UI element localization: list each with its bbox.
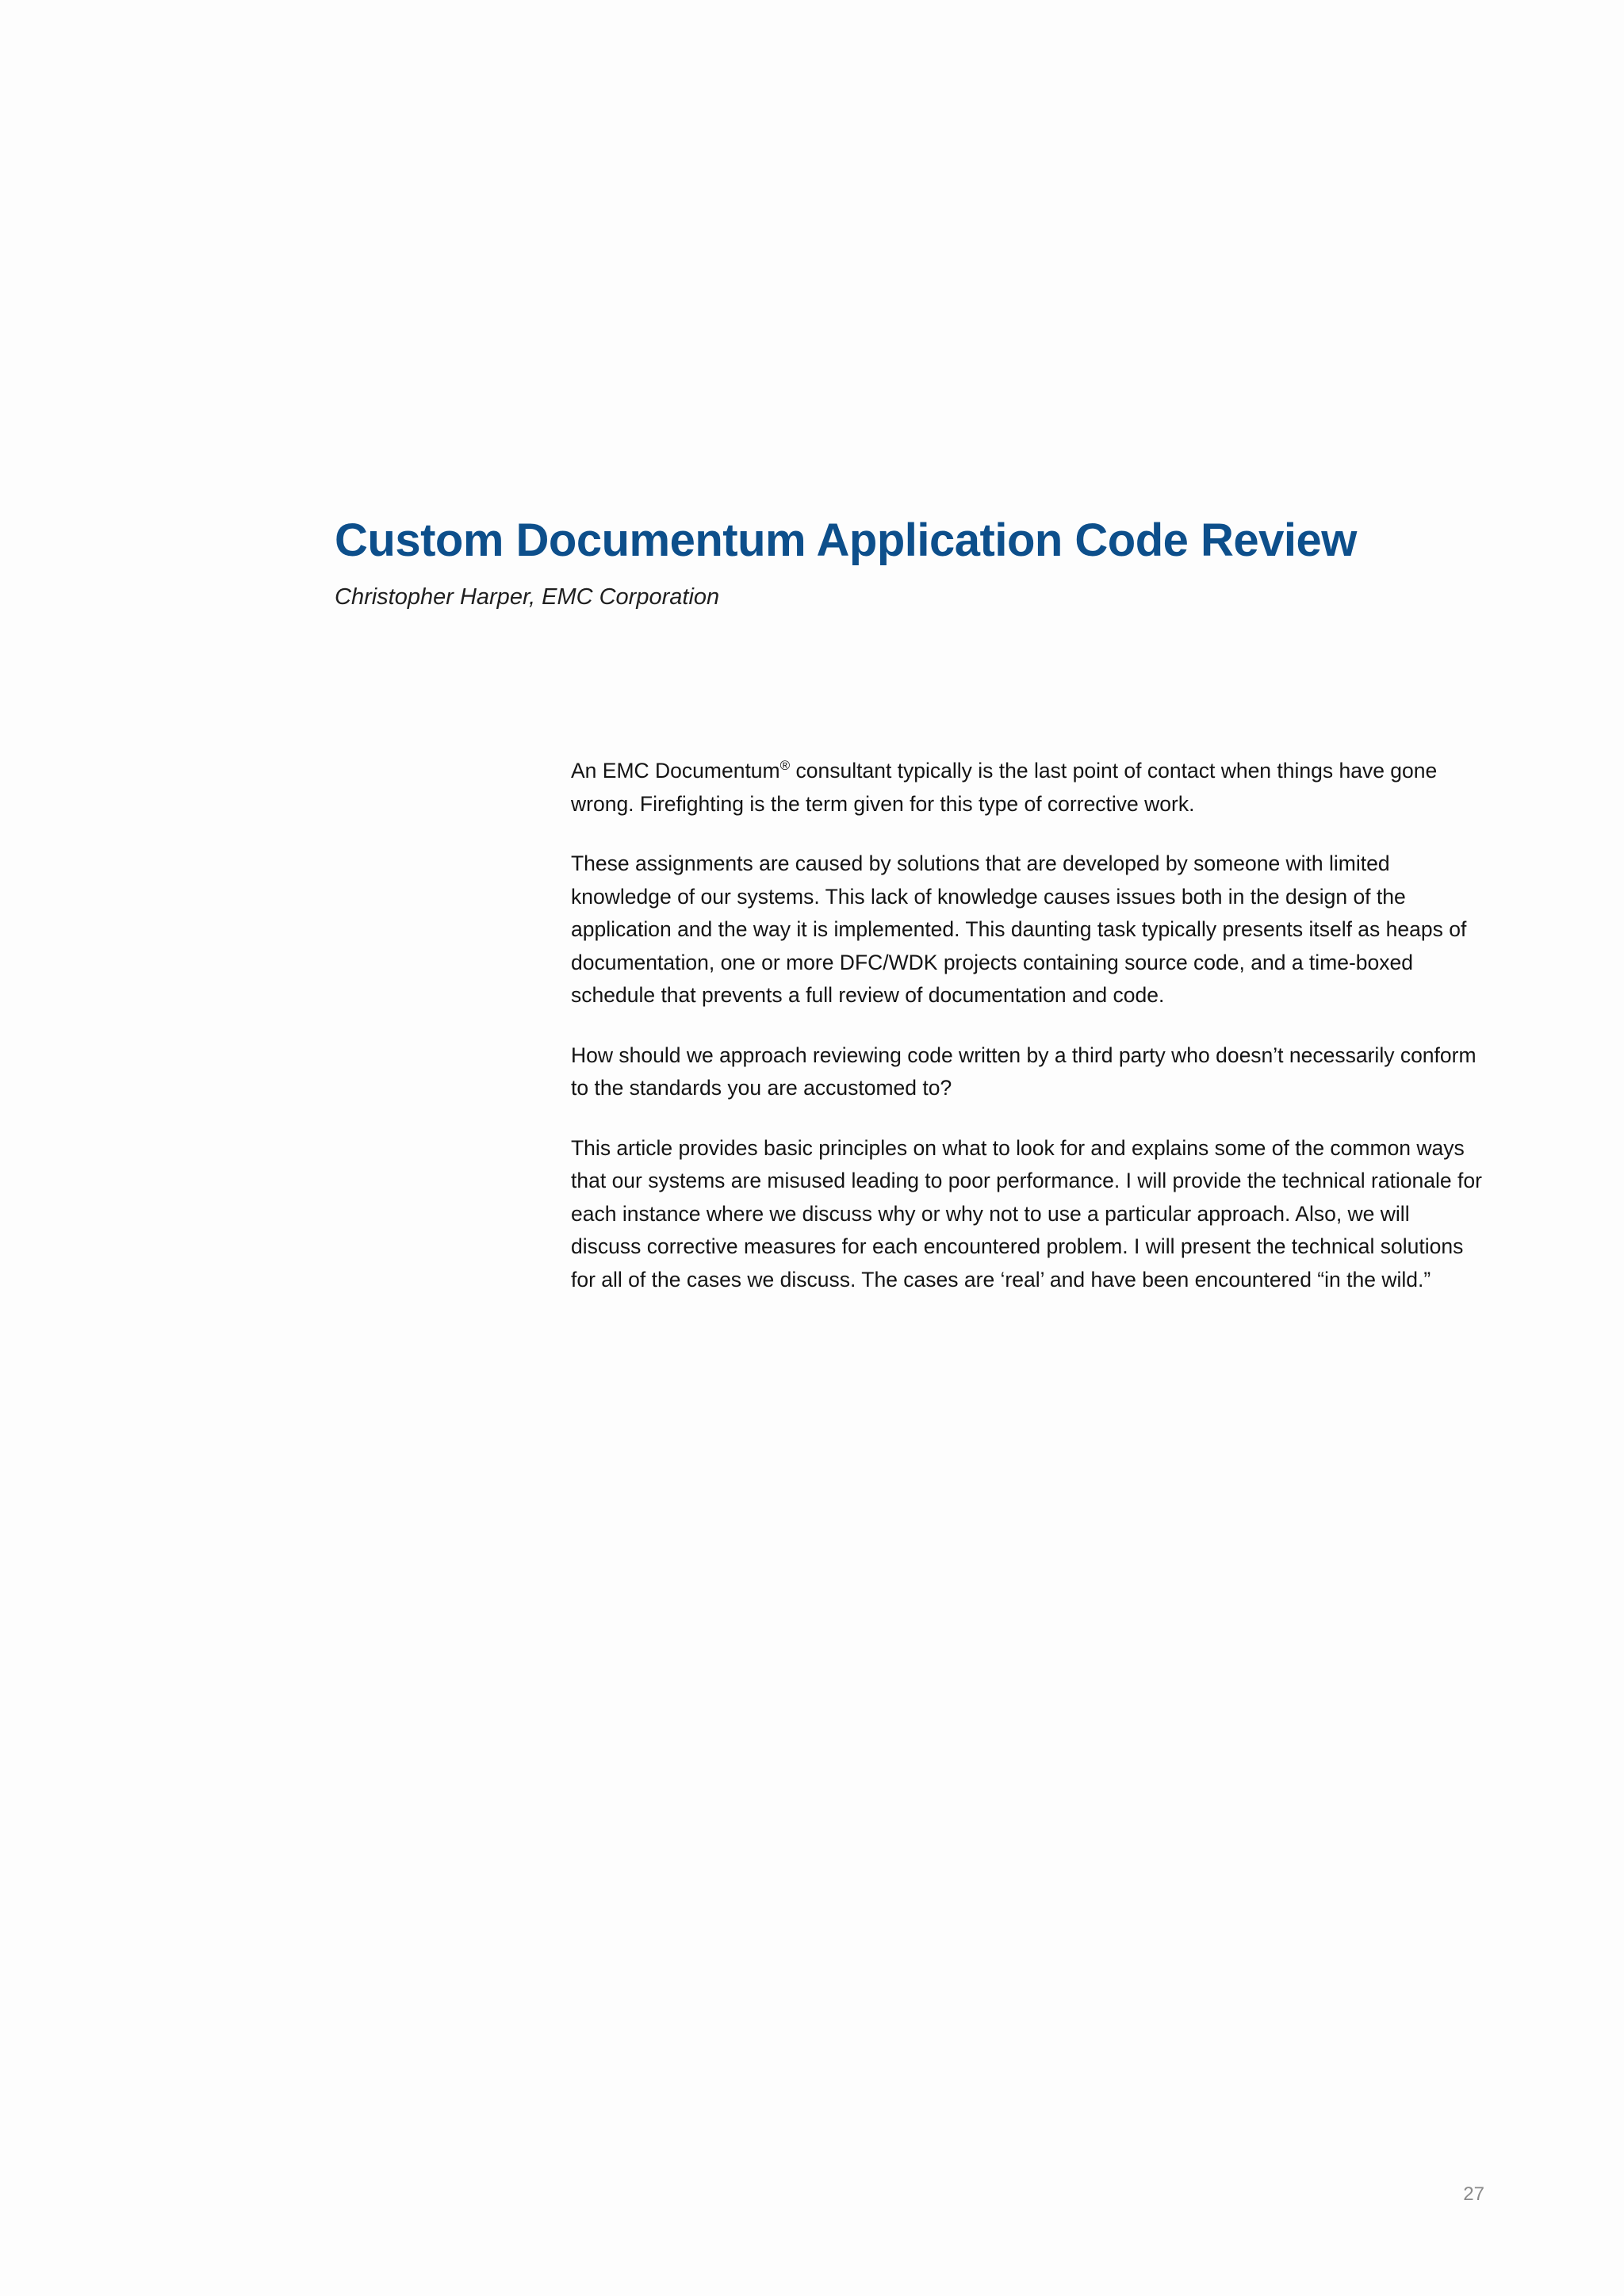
article-title: Custom Documentum Application Code Review <box>335 515 1357 566</box>
paragraph-1-lead: An EMC Documentum <box>571 759 780 783</box>
page-number: 27 <box>1463 2183 1484 2205</box>
body-paragraph-1 <box>571 755 1483 821</box>
article-body <box>571 755 1483 1323</box>
body-paragraph-2: These assignments are caused by solutions that are developed by someone with limited knowledge of our systems. This lack of knowledge causes issues both in the design of the application and the way it is implemented. This daunting task typically presents itself as heaps of documentation, one or more DFC/WDK projects containing source code, and a time-boxed schedule that prevents a full review of documentation and code. <box>571 851 1467 1007</box>
paragraph-1-rest: consultant typically is the last point of contact when things have gone wrong. Firefighting is the term given for this type of corrective work. <box>571 759 1438 816</box>
body-paragraph-4: This article provides basic principles on what to look for and explains some of the common ways that our systems are misused leading to poor performance. I will provide the technical rationale for each instance where we discuss why or why not to use a particular approach. Also, we will discuss corrective measures for each encountered problem. I will present the technical solutions for all of the cases we discuss. The cases are ‘real’ and have been encountered “in the wild.” <box>571 1135 1482 1292</box>
article-author: Christopher Harper, EMC Corporation <box>335 584 720 610</box>
body-paragraph-3: How should we approach reviewing code written by a third party who doesn’t necessarily conform to the standards you are accustomed to? <box>571 1043 1477 1100</box>
registered-mark: ® <box>779 758 791 773</box>
